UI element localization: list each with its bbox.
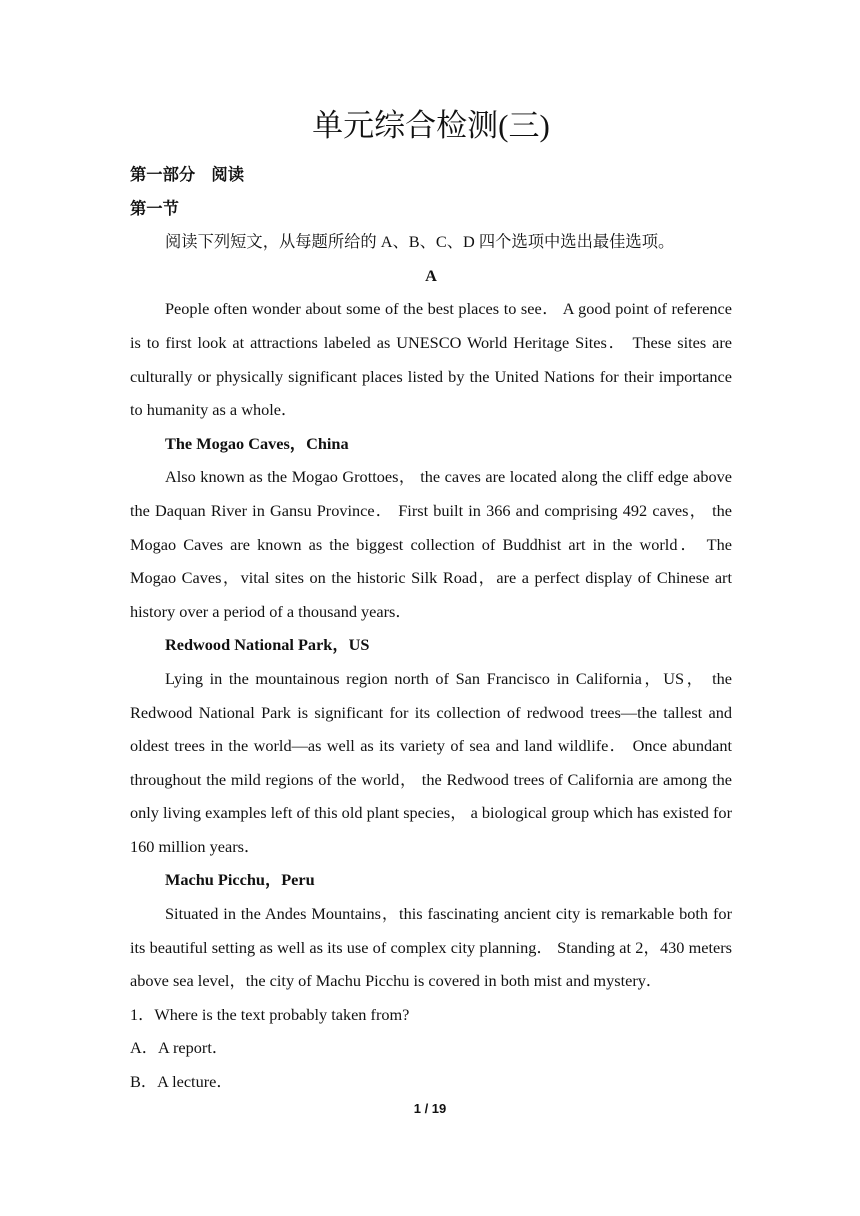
page-number: 1 / 19 [413, 1101, 447, 1116]
part-heading: 第一部分 阅读 [130, 165, 244, 184]
section-heading-mogao: The Mogao Caves，China [165, 433, 349, 453]
section-text-machu-picchu: Situated in the Andes Mountains，this fascinating ancient city is remarkable both for its beautiful setting as well as its use of complex city planning． Standing at 2，430 meters above sea level，the city of Machu Picchu is covered in both mist and mystery． [130, 904, 732, 991]
section-heading-redwood: Redwood National Park，US [165, 635, 370, 655]
section-heading-machu-picchu: Machu Picchu，Peru [165, 870, 315, 890]
document-title: 单元综合检测(三) [312, 108, 550, 143]
question-option-b: B．A lecture． [130, 1072, 233, 1092]
passage-label: A [425, 265, 437, 285]
intro-paragraph: People often wonder about some of the best places to see． A good point of reference is to first look at attractions labeled as UNESCO World Heritage Sites． These sites are culturally or physically significant places listed by the United Nations for their importance to humanity as a whole． [130, 299, 732, 420]
section-text-redwood: Lying in the mountainous region north of San Francisco in California，US， the Redwood National Park is significant for its collection of redwood trees—the tallest and oldest trees in the world—as well as its variety of sea and land wildlife． Once abundant throughout the mild regions of the world， the Redwood trees of California are among the only living examples left of this old plant species， a biological group which has existed for 160 million years． [130, 668, 732, 856]
document-content [130, 100, 732, 1099]
section-text-mogao: Also known as the Mogao Grottoes， the caves are located along the cliff edge above the Daquan River in Gansu Province． First built in 366 and comprising 492 caves， the Mogao Caves are known as the biggest collection of Buddhist art in the world． The Mogao Caves，vital sites on the historic Silk Road，are a perfect display of Chinese art history over a period of a thousand years． [130, 467, 732, 621]
question-text: 1．Where is the text probably taken from? [130, 1004, 410, 1024]
instructions: 阅读下列短文，从每题所给的 A、B、C、D 四个选项中选出最佳选项。 [165, 232, 675, 252]
question-option-a: A．A report． [130, 1038, 229, 1058]
section-heading: 第一节 [130, 198, 179, 218]
